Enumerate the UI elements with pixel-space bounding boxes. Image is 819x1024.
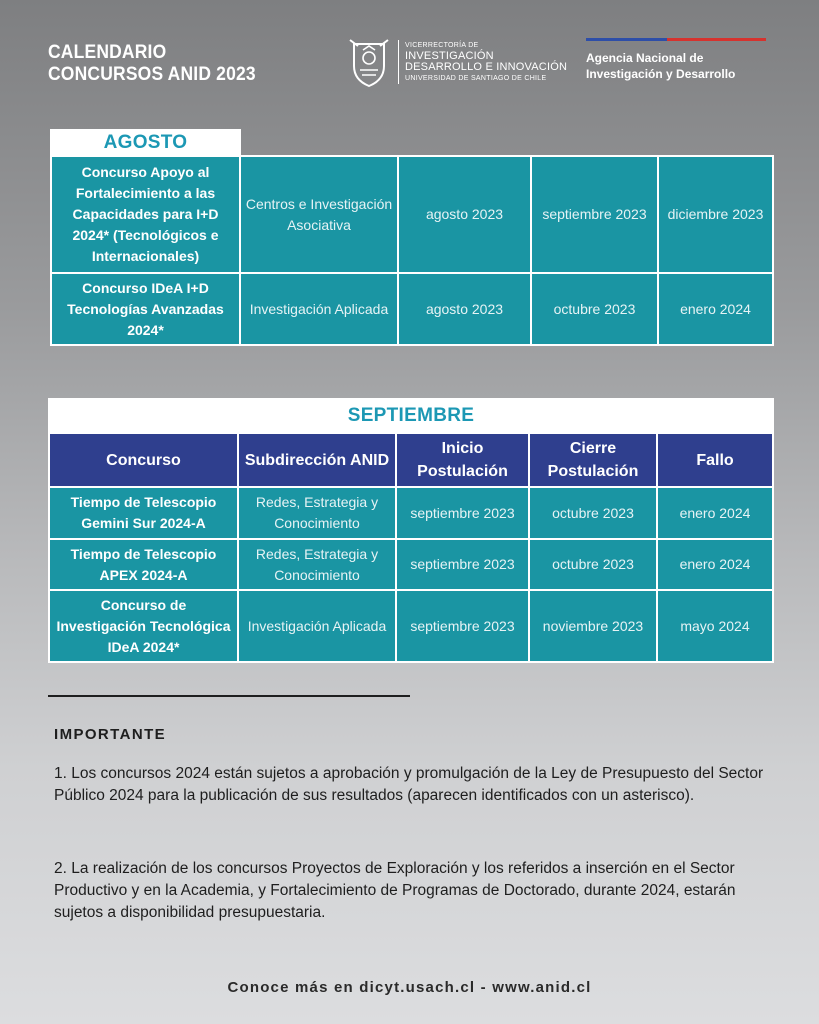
note-2: 2. La realización de los concursos Proyectos de Exploración y los referidos a inserción en el Sector Productivo y en la Academia, y Fortalecimiento de Programas de Doctorado, durante 2024, estarán sujetos a disponibilidad presupuestaria. <box>54 860 736 921</box>
fallo-value: enero 2024 <box>657 487 773 539</box>
month-label-septiembre: SEPTIEMBRE <box>49 399 773 433</box>
header-concurso: Concurso <box>49 433 238 487</box>
concurso-name: Concurso de Investigación Tecnológica IDeA 2024* <box>49 590 238 662</box>
usach-line-4: UNIVERSIDAD DE SANTIAGO DE CHILE <box>405 75 547 82</box>
usach-logo-text <box>398 40 567 84</box>
cierre-value: octubre 2023 <box>529 539 657 590</box>
fallo-value: enero 2024 <box>657 539 773 590</box>
anid-line-2: Investigación y Desarrollo <box>586 67 736 81</box>
anid-line-1: Agencia Nacional de <box>586 51 704 65</box>
septiembre-table <box>48 398 774 663</box>
concurso-name: Tiempo de Telescopio Gemini Sur 2024-A <box>49 487 238 539</box>
importante-heading: IMPORTANTE <box>54 726 167 743</box>
table-row <box>51 273 773 345</box>
agosto-table <box>50 129 774 346</box>
month-label-agosto: AGOSTO <box>51 130 240 156</box>
title-line-1: CALENDARIO <box>48 42 167 63</box>
inicio-value: agosto 2023 <box>398 273 531 345</box>
usach-line-2: INVESTIGACIÓN <box>405 50 494 62</box>
title-line-2: CONCURSOS ANID 2023 <box>48 64 256 85</box>
anid-logo-text <box>586 50 735 82</box>
concurso-name: Concurso IDeA I+D Tecnologías Avanzadas 2024* <box>51 273 240 345</box>
header-cierre: Cierre Postulación <box>529 433 657 487</box>
subdireccion-value: Redes, Estrategia y Conocimiento <box>238 539 396 590</box>
header-inicio: Inicio Postulación <box>396 433 529 487</box>
table-row <box>49 487 773 539</box>
usach-line-1: VICERRECTORÍA DE <box>405 42 479 49</box>
inicio-value: agosto 2023 <box>398 156 531 273</box>
inicio-value: septiembre 2023 <box>396 487 529 539</box>
cierre-value: octubre 2023 <box>529 487 657 539</box>
table-header-row <box>49 433 773 487</box>
table-row <box>49 590 773 662</box>
section-divider <box>48 695 410 697</box>
footer-links: Conoce más en dicyt.usach.cl - www.anid.cl <box>227 979 592 996</box>
inicio-value: septiembre 2023 <box>396 539 529 590</box>
usach-crest-icon <box>348 36 390 88</box>
table-row <box>49 539 773 590</box>
subdireccion-value: Investigación Aplicada <box>238 590 396 662</box>
concurso-name: Concurso Apoyo al Fortalecimiento a las Capacidades para I+D 2024* (Tecnológicos e Internacionales) <box>51 156 240 273</box>
cierre-value: noviembre 2023 <box>529 590 657 662</box>
header-subdireccion: Subdirección ANID <box>238 433 396 487</box>
subdireccion-value: Redes, Estrategia y Conocimiento <box>238 487 396 539</box>
usach-line-3: DESARROLLO E INNOVACIÓN <box>405 61 568 73</box>
fallo-value: enero 2024 <box>658 273 773 345</box>
table-row <box>51 156 773 273</box>
subdireccion-value: Centros e Investigación Asociativa <box>240 156 398 273</box>
page-title <box>48 42 256 86</box>
anid-flag-bar <box>586 38 766 41</box>
subdireccion-value: Investigación Aplicada <box>240 273 398 345</box>
fallo-value: mayo 2024 <box>657 590 773 662</box>
cierre-value: septiembre 2023 <box>531 156 658 273</box>
note-1: 1. Los concursos 2024 están sujetos a aprobación y promulgación de la Ley de Presupuesto del Sector Público 2024 para la publicación de sus resultados (aparecen identificados con un asterisco). <box>54 765 764 804</box>
cierre-value: octubre 2023 <box>531 273 658 345</box>
inicio-value: septiembre 2023 <box>396 590 529 662</box>
concurso-name: Tiempo de Telescopio APEX 2024-A <box>49 539 238 590</box>
header-fallo: Fallo <box>657 433 773 487</box>
fallo-value: diciembre 2023 <box>658 156 773 273</box>
